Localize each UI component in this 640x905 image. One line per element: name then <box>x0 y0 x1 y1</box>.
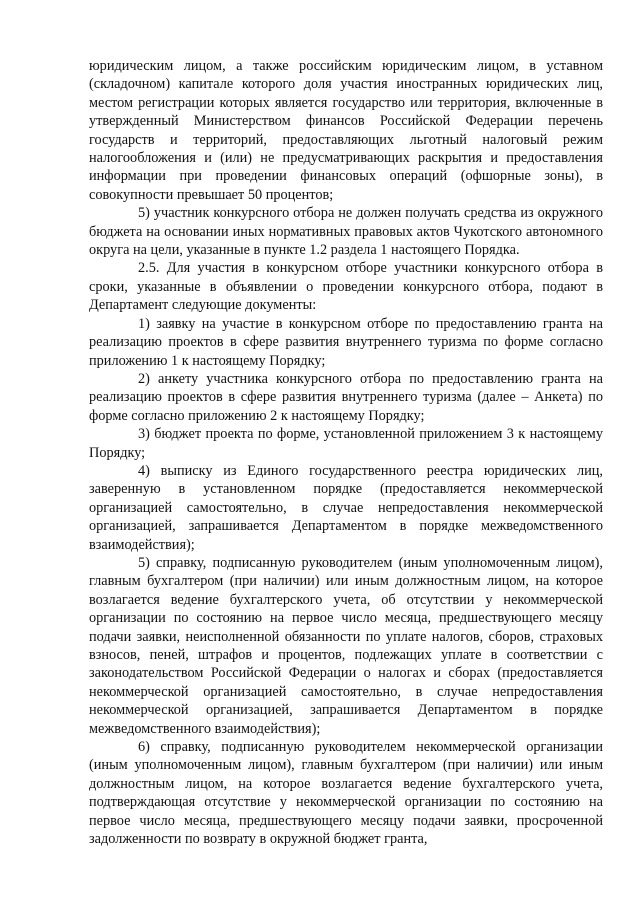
paragraph-section-2-5: 2.5. Для участия в конкурсном отборе участники конкурсного отбора в сроки, указанные в объявлении о проведении конкурсного отбора, подают в Департамент следующие документы: <box>89 260 603 314</box>
paragraph-item-1-application: 1) заявку на участие в конкурсном отборе по предоставлению гранта на реализацию проектов в сфере развития внутреннего туризма по форме согласно приложению 1 к настоящему Порядку; <box>89 315 603 369</box>
paragraph-item-5-requirement: 5) участник конкурсного отбора не должен получать средства из окружного бюджета на основании иных нормативных правовых актов Чукотского автономного округа на цели, указанные в пункте 1.2 раздела 1 настоящего Порядка. <box>89 205 603 259</box>
paragraph-item-6-debt-certificate: 6) справку, подписанную руководителем некоммерческой организации (иным уполномоченным лицом), главным бухгалтером (при наличии) или иным должностным лицом, на которое возлагается ведение бухгалтерского учета, подтверждающая отсутствие у некоммерческой организации по состоянию на первое число месяца, предшествующего месяцу подачи заявки, просроченной задолженности по возврату в окружной бюджет гранта, <box>89 739 603 848</box>
paragraph-item-3-budget: 3) бюджет проекта по форме, установленной приложением 3 к настоящему Порядку; <box>89 426 603 461</box>
paragraph-item-4-registry-extract: 4) выписку из Единого государственного реестра юридических лиц, заверенную в установленном порядке (предоставляется некоммерческой организацией самостоятельно, в случае непредоставления некоммерческой организацией, запрашивается Департаментом в порядке межведомственного взаимодействия); <box>89 462 603 553</box>
document-body <box>89 57 603 848</box>
paragraph-item-5-tax-certificate: 5) справку, подписанную руководителем (иным уполномоченным лицом), главным бухгалтером (при наличии) или иным должностным лицом, на которое возлагается ведение бухгалтерского учета, об отсутствии у некоммерческой организации по состоянию на первое число месяца, предшествующего месяцу подачи заявки, неисполненной обязанности по уплате налогов, сборов, страховых взносов, пеней, штрафов и процентов, подлежащих уплате в соответствии с законодательством Российской Федерации о налогах и сборах (предоставляется некоммерческой организацией самостоятельно, в случае непредоставления некоммерческой организацией, запрашивается Департаментом в порядке межведомственного взаимодействия); <box>89 554 603 737</box>
paragraph-continuation: юридическим лицом, а также российским юридическим лицом, в уставном (складочном) капитале которого доля участия иностранных юридических лиц, местом регистрации которых является государство или территория, включенные в утвержденный Министерством финансов Российской Федерации перечень государств и территорий, предоставляющих льготный налоговый режим налогообложения и (или) не предусматривающих раскрытия и предоставления информации при проведении финансовых операций (офшорные зоны), в совокупности превышает 50 процентов; <box>89 58 603 203</box>
paragraph-item-2-questionnaire: 2) анкету участника конкурсного отбора по предоставлению гранта на реализацию проектов в сфере развития внутреннего туризма (далее – Анкета) по форме согласно приложению 2 к настоящему Порядку; <box>89 370 603 424</box>
